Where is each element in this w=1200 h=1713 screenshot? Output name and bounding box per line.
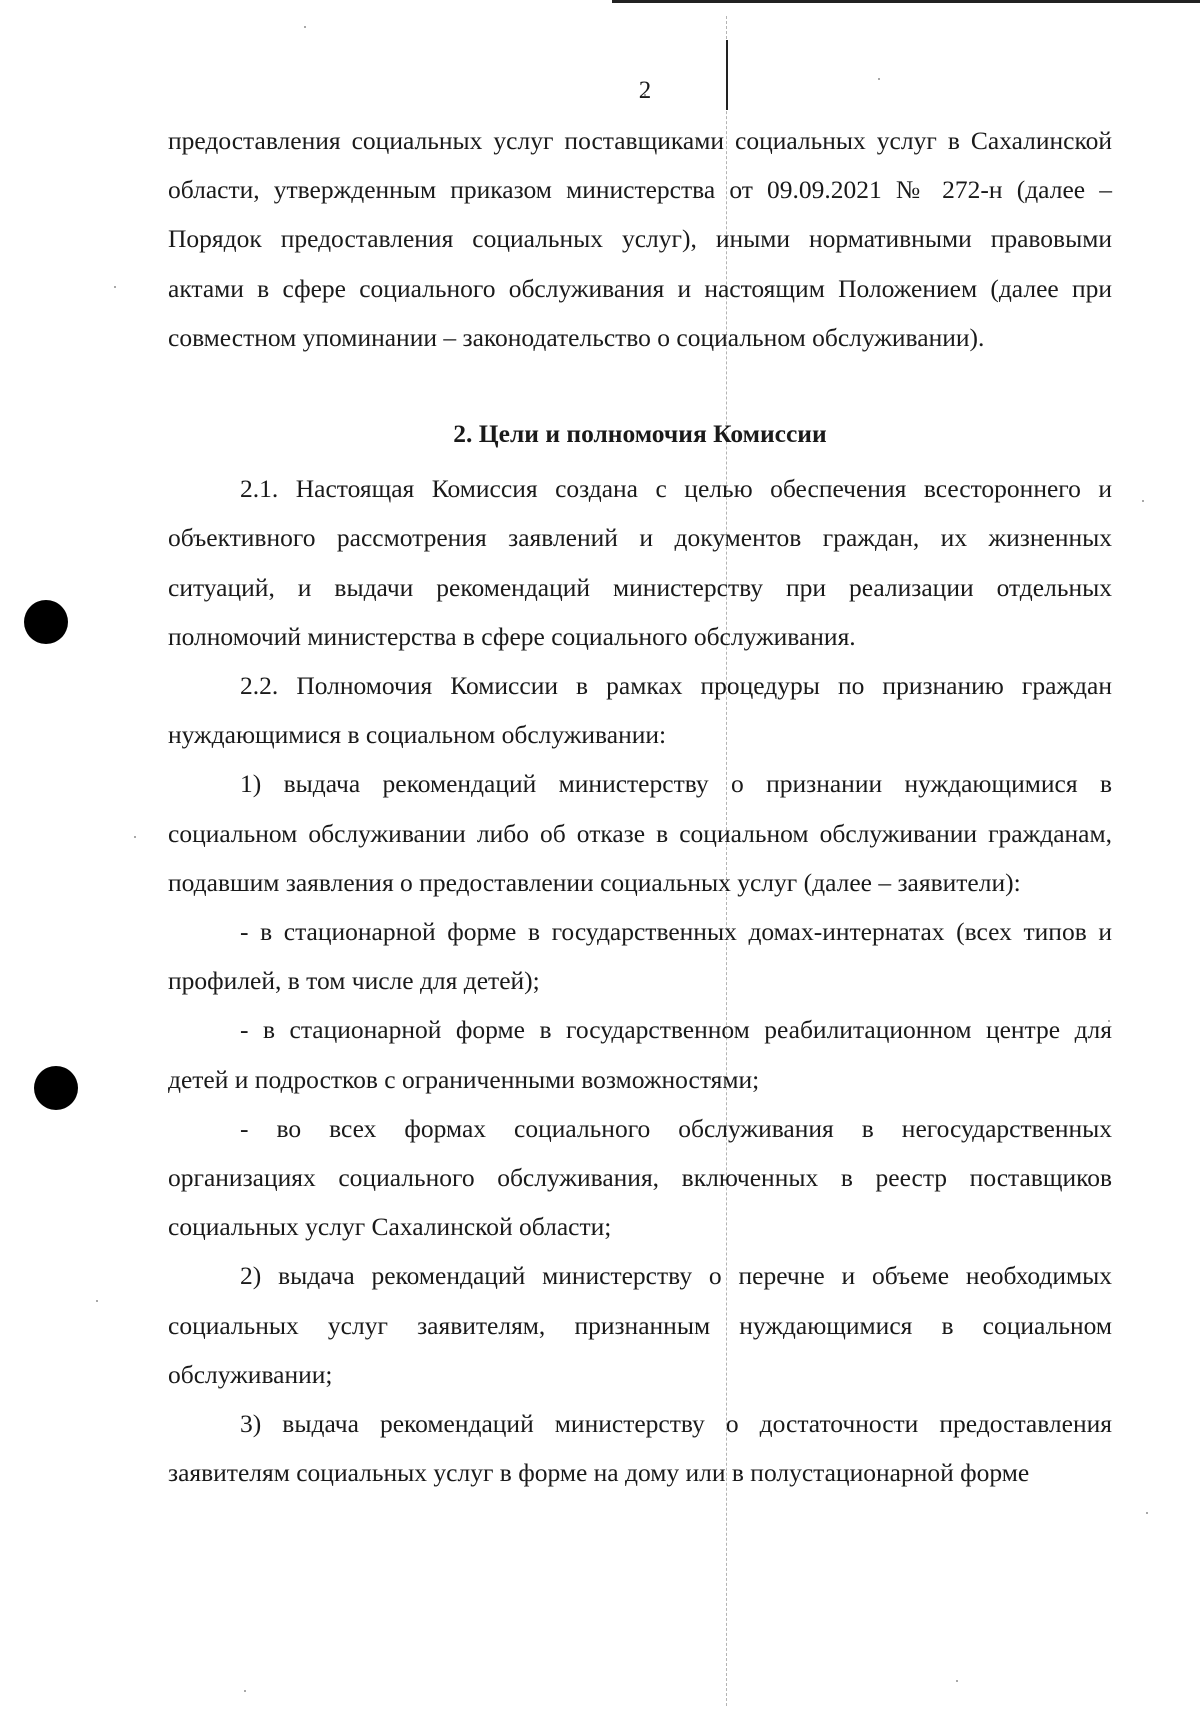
paragraph-2-2: 2.2. Полномочия Комиссии в рамках процедуры по признанию граждан нуждающимися в социальном обслуживании: (168, 671, 1112, 750)
bullet-nongovernment-orgs: - во всех формах социального обслуживания в негосударственных организациях социального обслуживания, включенных в реестр поставщиков социальных услуг Сахалинской области; (168, 1113, 1112, 1242)
scan-speck (1108, 1020, 1110, 1022)
scan-speck (114, 286, 116, 288)
bullet-stationary-homes: - в стационарной форме в государственных домах-интернатах (всех типов и профилей, в том числе для детей); (168, 917, 1112, 996)
punch-hole-upper (24, 600, 68, 644)
paragraph-2-1: 2.1. Настоящая Комиссия создана с целью обеспечения всестороннего и объективного рассмотрения заявлений и документов граждан, их жизненных ситуаций, и выдачи рекомендаций министерству при реализации отдельных полномочий министерства в сфере социального обслуживания. (168, 474, 1112, 651)
scan-top-edge-line (612, 0, 1200, 3)
item-1: 1) выдача рекомендаций министерству о признании нуждающимися в социальном обслуживании либо об отказе в социальном обслуживании гражданам, подавшим заявления о предоставлении социальных услуг (далее – заявители): (168, 769, 1112, 897)
section-heading: 2. Цели и полномочия Комиссии (453, 419, 827, 449)
item-3: 3) выдача рекомендаций министерству о достаточности предоставления заявителям социальных услуг в форме на дому или в полустационарной форме (168, 1409, 1112, 1488)
scan-speck (644, 94, 646, 96)
intro-paragraph: предоставления социальных услуг поставщиками социальных услуг в Сахалинской области, утвержденным приказом министерства от 09.09.2021 № 272-н (далее – Порядок предоставления социальных услуг), иными нормативными правовыми актами в сфере социального обслуживания и настоящим Положением (далее при совместном упоминании – законодательство о социальном обслуживании). (168, 126, 1112, 352)
scan-speck (134, 836, 136, 838)
item-2: 2) выдача рекомендаций министерству о перечне и объеме необходимых социальных услуг заявителям, признанным нуждающимися в социальном обслуживании; (168, 1261, 1112, 1389)
scan-speck (956, 1680, 958, 1682)
bullet-rehab-center: - в стационарной форме в государственном реабилитационном центре для детей и подростков с ограниченными возможностями; (168, 1015, 1112, 1094)
document-body (168, 116, 1112, 1497)
scan-speck (244, 1690, 246, 1692)
scan-speck (1142, 500, 1144, 502)
scan-speck (96, 1300, 98, 1302)
scan-speck (304, 26, 306, 28)
page-number: 2 (638, 77, 652, 104)
punch-hole-lower (34, 1066, 78, 1110)
scan-speck (1146, 1512, 1148, 1514)
scan-speck (878, 78, 880, 80)
